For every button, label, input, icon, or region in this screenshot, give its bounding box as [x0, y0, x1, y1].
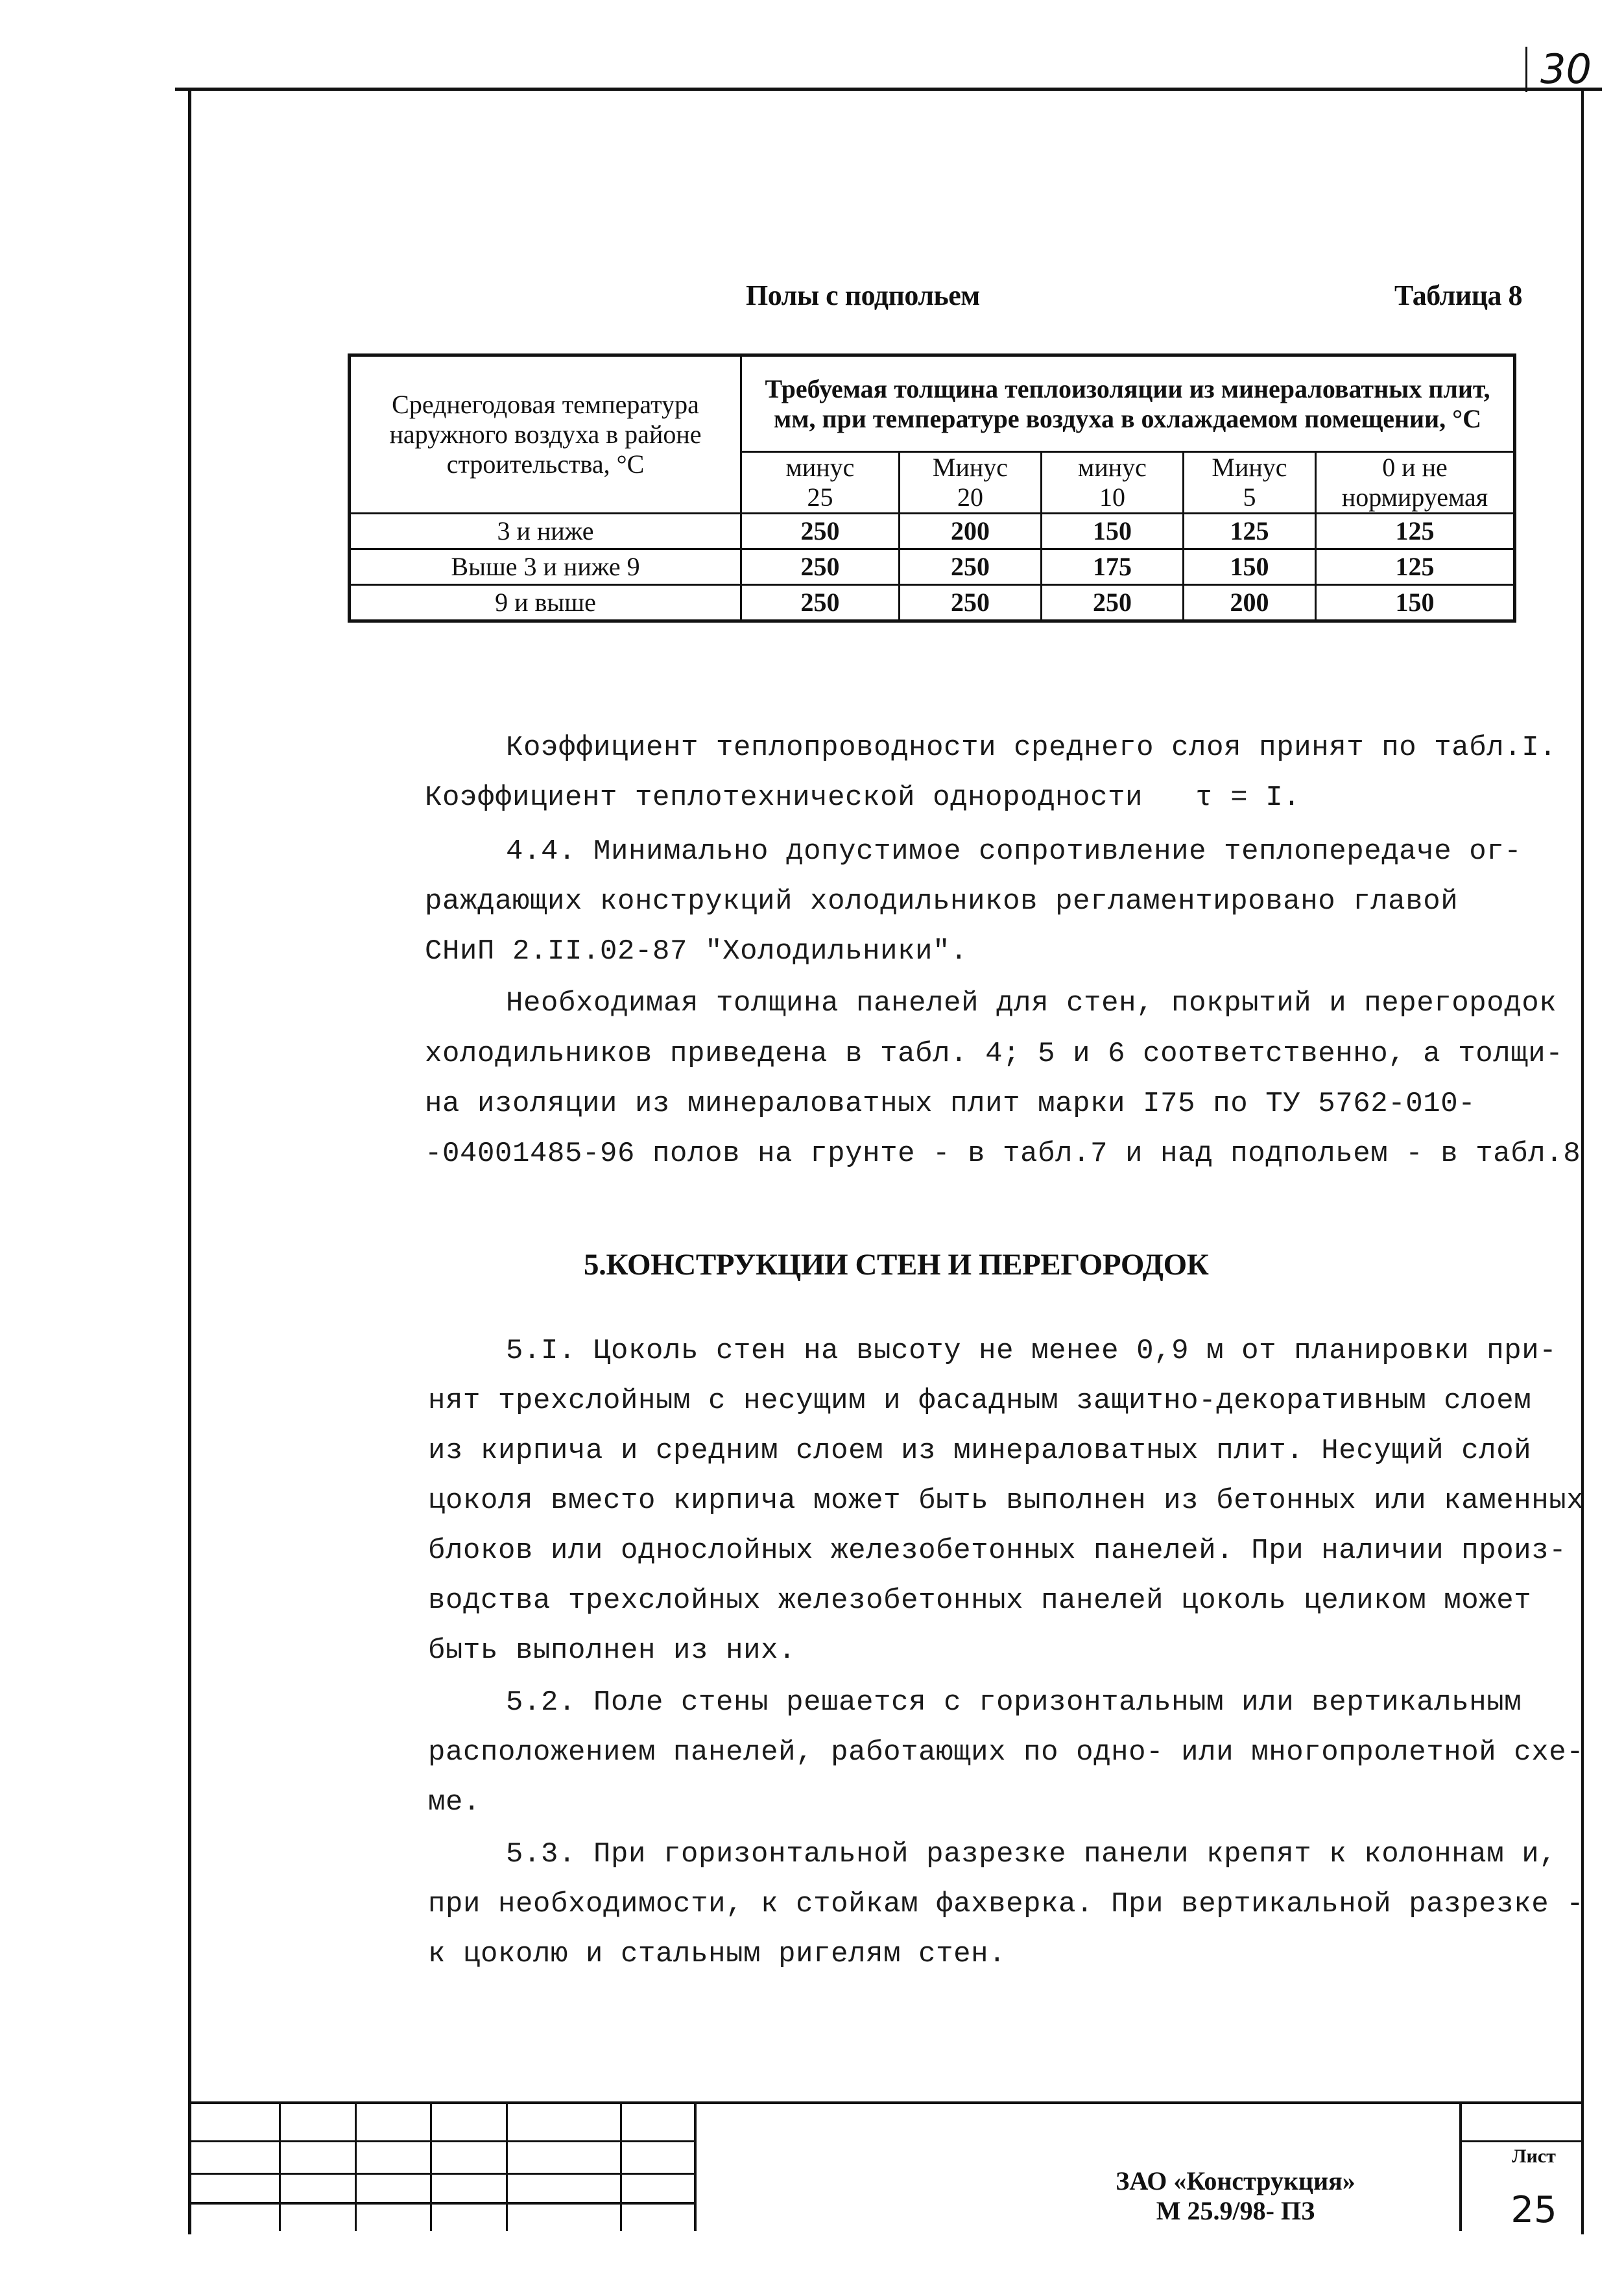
- title-block-grid-line: [188, 2140, 694, 2142]
- group-header-cell: Требуемая толщина теплоизоляции из минераловатных плит, мм, при температуре воздуха в охлаждаемом помещении, °С: [741, 355, 1515, 452]
- table-cell: 200: [900, 514, 1042, 549]
- paragraph-line: 5.3. При горизонтальной разрезке панели крепят к колоннам и,: [506, 1838, 1557, 1871]
- frame-left-line: [188, 88, 191, 2234]
- table-cell: 125: [1316, 549, 1515, 585]
- organization-name: ЗАО «Конструкция»: [1116, 2166, 1355, 2195]
- paragraph-line: на изоляции из минераловатных плит марки I75 по ТУ 5762-010-: [425, 1088, 1476, 1120]
- table-cell: 150: [1042, 514, 1184, 549]
- title-block-grid-line: [1459, 2140, 1584, 2142]
- paragraph-line: раждающих конструкций холодильников регламентировано главой: [425, 885, 1459, 918]
- column-header: Минус 5: [1184, 452, 1316, 514]
- paragraph-line: расположением панелей, работающих по одно- или многопролетной схе-: [428, 1736, 1584, 1769]
- table-cell: 125: [1184, 514, 1316, 549]
- paragraph-line: 5.2. Поле стены решается с горизонтальным или вертикальным: [506, 1686, 1522, 1719]
- paragraph-line: быть выполнен из них.: [428, 1634, 796, 1667]
- table-cell: 250: [900, 549, 1042, 585]
- title-block-organization: [927, 2166, 1544, 2226]
- table-cell: 150: [1316, 585, 1515, 621]
- paragraph-line: Коэффициент теплотехнической однородности τ = I.: [425, 782, 1301, 814]
- column-header: минус 10: [1042, 452, 1184, 514]
- table-cell: 250: [900, 585, 1042, 621]
- paragraph-line: нят трехслойным с несущим и фасадным защитно-декоративным слоем: [428, 1385, 1532, 1417]
- table-cell: 150: [1184, 549, 1316, 585]
- title-block-grid-line: [188, 2202, 694, 2205]
- title-block-column-line: [279, 2101, 281, 2231]
- title-block-column-line: [694, 2101, 697, 2231]
- column-header: Минус 20: [900, 452, 1042, 514]
- document-code: М 25.9/98- ПЗ: [1156, 2196, 1315, 2225]
- paragraph-line: СНиП 2.II.02-87 "Холодильники".: [425, 935, 968, 968]
- table-label: Таблица 8: [1394, 280, 1523, 311]
- paragraph-line: -04001485-96 полов на грунте - в табл.7 и над подпольем - в табл.8: [425, 1138, 1581, 1170]
- frame-top-line: [175, 88, 1602, 91]
- page-number-top: 30: [1540, 45, 1592, 93]
- table-row: [350, 514, 1515, 549]
- table-cell: 175: [1042, 549, 1184, 585]
- title-block-column-line: [506, 2101, 508, 2231]
- table-cell: 250: [741, 585, 900, 621]
- paragraph-line: блоков или однослойных железобетонных панелей. При наличии произ-: [428, 1535, 1567, 1567]
- table-cell: 125: [1316, 514, 1515, 549]
- title-block-column-line: [355, 2101, 357, 2231]
- table-cell: 200: [1184, 585, 1316, 621]
- paragraph-line: водства трехслойных железобетонных панелей цоколь целиком может: [428, 1584, 1532, 1617]
- paragraph-line: ме.: [428, 1786, 481, 1819]
- paragraph-line: Коэффициент теплопроводности среднего слоя принят по табл.I.: [506, 732, 1557, 764]
- table-title: Полы с подпольем: [746, 280, 980, 311]
- section-heading: 5.КОНСТРУКЦИИ СТЕН И ПЕРЕГОРОДОК: [584, 1248, 1209, 1282]
- paragraph-line: Необходимая толщина панелей для стен, покрытий и перегородок: [506, 987, 1557, 1020]
- table-row: [350, 549, 1515, 585]
- insulation-table: [348, 353, 1516, 623]
- title-block-column-line: [620, 2101, 622, 2231]
- paragraph-line: 5.I. Цоколь стен на высоту не менее 0,9 м от планировки при-: [506, 1335, 1557, 1367]
- paragraph-line: холодильников приведена в табл. 4; 5 и 6 соответственно, а толщи-: [425, 1038, 1564, 1070]
- paragraph-line: при необходимости, к стойкам фахверка. При вертикальной разрезке -: [428, 1888, 1584, 1920]
- column-header: 0 и не нормируемая: [1316, 452, 1515, 514]
- table-cell: 250: [741, 549, 900, 585]
- row-label: 3 и ниже: [350, 514, 741, 549]
- paragraph-line: к цоколю и стальным ригелям стен.: [428, 1938, 1007, 1970]
- table-row: [350, 585, 1515, 621]
- row-header-cell: Среднегодовая температура наружного воздуха в районе строительства, °С: [350, 355, 741, 514]
- row-label: 9 и выше: [350, 585, 741, 621]
- sheet-number: 25: [1511, 2189, 1557, 2231]
- title-block-column-line: [430, 2101, 432, 2231]
- column-header: минус 25: [741, 452, 900, 514]
- paragraph-line: цоколя вместо кирпича может быть выполнен из бетонных или каменных: [428, 1485, 1584, 1517]
- sheet-label: Лист: [1512, 2146, 1556, 2167]
- table-cell: 250: [1042, 585, 1184, 621]
- paragraph-line: 4.4. Минимально допустимое сопротивление теплопередаче ог-: [506, 835, 1522, 868]
- title-block-grid-line: [188, 2173, 694, 2175]
- paragraph-line: из кирпича и средним слоем из минераловатных плит. Несущий слой: [428, 1435, 1532, 1467]
- table-cell: 250: [741, 514, 900, 549]
- corner-tick: [1525, 47, 1527, 92]
- title-block-top-line: [188, 2101, 1584, 2104]
- row-label: Выше 3 и ниже 9: [350, 549, 741, 585]
